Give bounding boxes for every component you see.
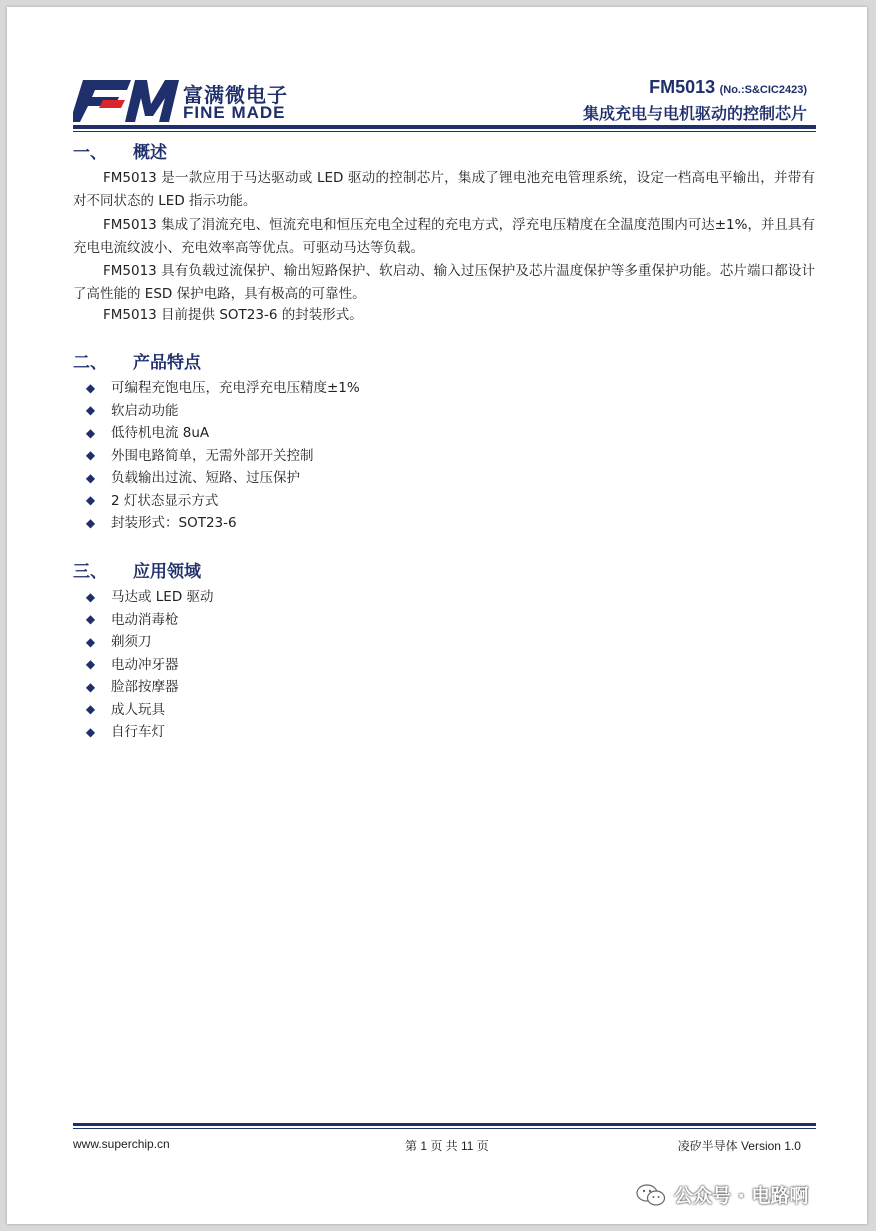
footer-website[interactable]: www.superchip.cn [73,1137,170,1151]
header-rule-thin [73,131,816,132]
diamond-bullet-icon: ◆ [85,493,96,508]
footer-rule-thin [73,1128,816,1129]
wechat-watermark [636,1181,808,1208]
list-item-text: 自行车灯 [111,724,165,740]
list-item [85,699,214,722]
section-number: 一、 [73,143,107,163]
diamond-bullet-icon: ◆ [85,679,96,694]
section-number: 三、 [73,562,107,582]
list-item [85,377,360,400]
list-item-text: 可编程充饱电压，充电浮充电压精度±1% [111,380,360,396]
watermark-text: 公众号 · 电路啊 [674,1185,809,1207]
section-title-text: 概述 [133,143,167,163]
list-item-text: 封装形式：SOT23-6 [111,515,237,531]
diamond-bullet-icon: ◆ [85,612,96,627]
list-item [85,654,214,677]
list-item-text: 低待机电流 8uA [111,425,210,441]
diamond-bullet-icon: ◆ [85,380,96,395]
diamond-bullet-icon: ◆ [85,702,96,717]
list-item [85,467,360,490]
section-title-overview [73,138,167,163]
diamond-bullet-icon: ◆ [85,724,96,739]
fine-made-logo-icon [73,76,181,126]
overview-paragraph: FM5013 集成了涓流充电、恒流充电和恒压充电全过程的充电方式，浮充电压精度在全温度范围内可达±1%，并且具有充电电流纹波小、充电效率高等优点。可驱动马达等负载。 [73,217,815,256]
list-item-text: 负载输出过流、短路、过压保护 [111,470,300,486]
overview-paragraph: FM5013 是一款应用于马达驱动或 LED 驱动的控制芯片，集成了锂电池充电管理系统，设定一档高电平输出，并带有对不同状态的 LED 指示功能。 [73,170,815,209]
footer-rule-thick [73,1123,816,1126]
list-item-text: 马达或 LED 驱动 [111,589,214,605]
list-item [85,631,214,654]
list-item [85,422,360,445]
model-number: FM5013 [649,77,716,97]
diamond-bullet-icon: ◆ [85,657,96,672]
list-item-text: 电动冲牙器 [111,656,179,673]
list-item [85,490,360,513]
diamond-bullet-icon: ◆ [85,448,96,463]
diamond-bullet-icon: ◆ [85,470,96,485]
list-item [85,676,214,699]
document-subtitle: 集成充电与电机驱动的控制芯片 [582,104,807,123]
footer-page-info: 第 1 页 共 11 页 [405,1139,489,1153]
header-rule-thick [73,125,816,129]
wechat-icon [636,1183,666,1207]
list-item-text: 剃须刀 [111,634,152,650]
diamond-bullet-icon: ◆ [85,515,96,530]
document-code: (No.:S&CIC2423) [719,84,807,96]
brand-name-cn: 富满微电子 [183,83,288,107]
section-number: 二、 [73,353,107,373]
diamond-bullet-icon: ◆ [85,634,96,649]
footer-company-version: 凌矽半导体 Version 1.0 [677,1139,801,1153]
list-item-text: 外围电路简单，无需外部开关控制 [111,447,314,464]
list-item-text: 成人玩具 [111,701,165,718]
list-item [85,609,214,632]
overview-paragraph: FM5013 具有负载过流保护、输出短路保护、软启动、输入过压保护及芯片温度保护等多重保护功能。芯片端口都设计了高性能的 ESD 保护电路，具有极高的可靠性。 [73,263,815,302]
applications-list [85,586,214,744]
list-item [85,721,214,744]
overview-paragraph: FM5013 目前提供 SOT23-6 的封装形式。 [103,307,363,323]
document-page [7,7,867,1224]
list-item [85,586,214,609]
features-list [85,377,360,535]
list-item-text: 电动消毒枪 [111,611,179,628]
list-item-text: 2 灯状态显示方式 [111,492,219,509]
brand-name-en: FINE MADE [183,103,286,122]
model-heading [649,77,807,98]
section-title-text: 产品特点 [133,353,201,373]
section-title-applications [73,557,201,582]
section-title-text: 应用领域 [133,562,201,582]
diamond-bullet-icon: ◆ [85,425,96,440]
diamond-bullet-icon: ◆ [85,403,96,418]
list-item [85,400,360,423]
list-item-text: 软启动功能 [111,402,179,419]
list-item [85,512,360,535]
list-item [85,445,360,468]
section-title-features [73,348,201,373]
list-item-text: 脸部按摩器 [111,679,179,695]
diamond-bullet-icon: ◆ [85,589,96,604]
